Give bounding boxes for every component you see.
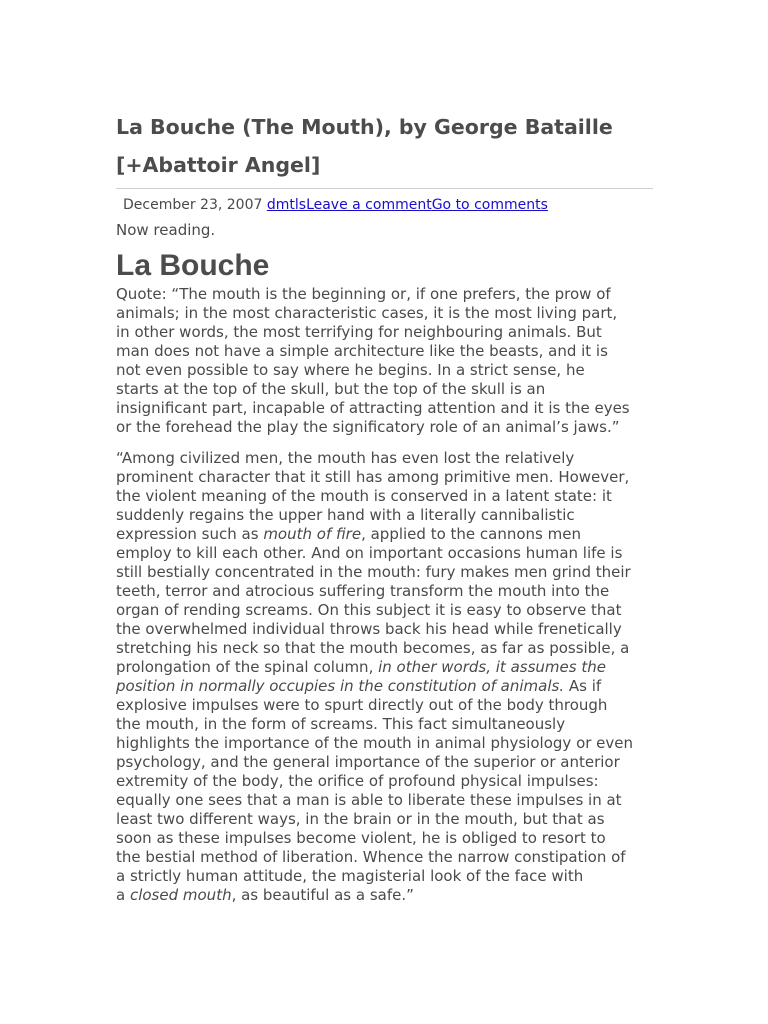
text-run: , as beautiful as a safe.” [231, 886, 414, 904]
article-heading: La Bouche [116, 249, 270, 282]
text-line: organ of rending screams. On this subject it is easy to observe that [116, 601, 622, 619]
text-line [116, 886, 653, 905]
text-line: “Among civilized men, the mouth has even lost the relatively [116, 449, 575, 467]
text-line: the bestial method of liberation. Whence the narrow constipation of [116, 848, 626, 866]
text-line: teeth, terror and atrocious suffering transform the mouth into the [116, 582, 610, 600]
text-line: animals; in the most characteristic cases, it is the most living part, [116, 304, 618, 322]
author-link[interactable]: dmtls [266, 197, 307, 213]
leave-comment-link[interactable]: Leave a comment [306, 197, 432, 213]
text-line: psychology, and the general importance of the superior or anterior [116, 753, 620, 771]
text-run: , applied to the cannons men [361, 525, 581, 543]
text-line: a strictly human attitude, the magisterial look of the face with [116, 867, 584, 885]
text-line: in other words, the most terrifying for neighbouring animals. But [116, 323, 602, 341]
quote-paragraph-2 [116, 449, 653, 905]
text-line: least two different ways, in the brain or in the mouth, but that as [116, 810, 605, 828]
text-line: soon as these impulses become violent, he is obliged to resort to [116, 829, 606, 847]
text-run: a [116, 886, 130, 904]
text-line: Quote: “The mouth is the beginning or, if one prefers, the prow of [116, 285, 611, 303]
quote-paragraph-1 [116, 285, 653, 437]
emphasis-text: mouth of fire [263, 525, 362, 543]
text-line: the overwhelmed individual throws back his head while frenetically [116, 620, 622, 638]
text-line: starts at the top of the skull, but the top of the skull is an [116, 380, 546, 398]
post-meta [116, 196, 653, 214]
text-run: As if [564, 677, 602, 695]
text-line [116, 677, 653, 696]
text-line: stretching his neck so that the mouth becomes, as far as possible, a [116, 639, 630, 657]
text-run: prolongation of the spinal column, [116, 658, 379, 676]
go-to-comments-link[interactable]: Go to comments [431, 197, 548, 213]
text-line: explosive impulses were to spurt directly out of the body through [116, 696, 608, 714]
emphasis-text: in other words, it assumes the [378, 658, 606, 676]
text-line: employ to kill each other. And on important occasions human life is [116, 544, 623, 562]
post-date: December 23, 2007 [123, 197, 263, 213]
text-line [116, 658, 653, 677]
text-line: still bestially concentrated in the mouth: fury makes men grind their [116, 563, 631, 581]
text-line: extremity of the body, the orifice of profound physical impulses: [116, 772, 599, 790]
emphasis-text: position in normally occupies in the constitution of animals. [116, 677, 565, 695]
text-line: suddenly regains the upper hand with a literally cannibalistic [116, 506, 575, 524]
text-line: not even possible to say where he begins. In a strict sense, he [116, 361, 585, 379]
text-line: insignificant part, incapable of attracting attention and it is the eyes [116, 399, 630, 417]
text-line: the violent meaning of the mouth is conserved in a latent state: it [116, 487, 612, 505]
post-container [116, 108, 653, 905]
text-line: prominent character that it still has among primitive men. However, [116, 468, 630, 486]
text-line: highlights the importance of the mouth in animal physiology or even [116, 734, 634, 752]
emphasis-text: closed mouth [129, 886, 232, 904]
post-title: La Bouche (The Mouth), by George Bataille [+Abattoir Angel] [116, 108, 653, 189]
text-line: equally one sees that a man is able to liberate these impulses in at [116, 791, 622, 809]
intro-text: Now reading. [116, 221, 216, 239]
text-line: man does not have a simple architecture like the beasts, and it is [116, 342, 608, 360]
text-line: or the forehead the play the significatory role of an animal’s jaws.” [116, 418, 620, 436]
text-run: expression such as [116, 525, 264, 543]
text-line: the mouth, in the form of screams. This fact simultaneously [116, 715, 566, 733]
text-line [116, 525, 653, 544]
